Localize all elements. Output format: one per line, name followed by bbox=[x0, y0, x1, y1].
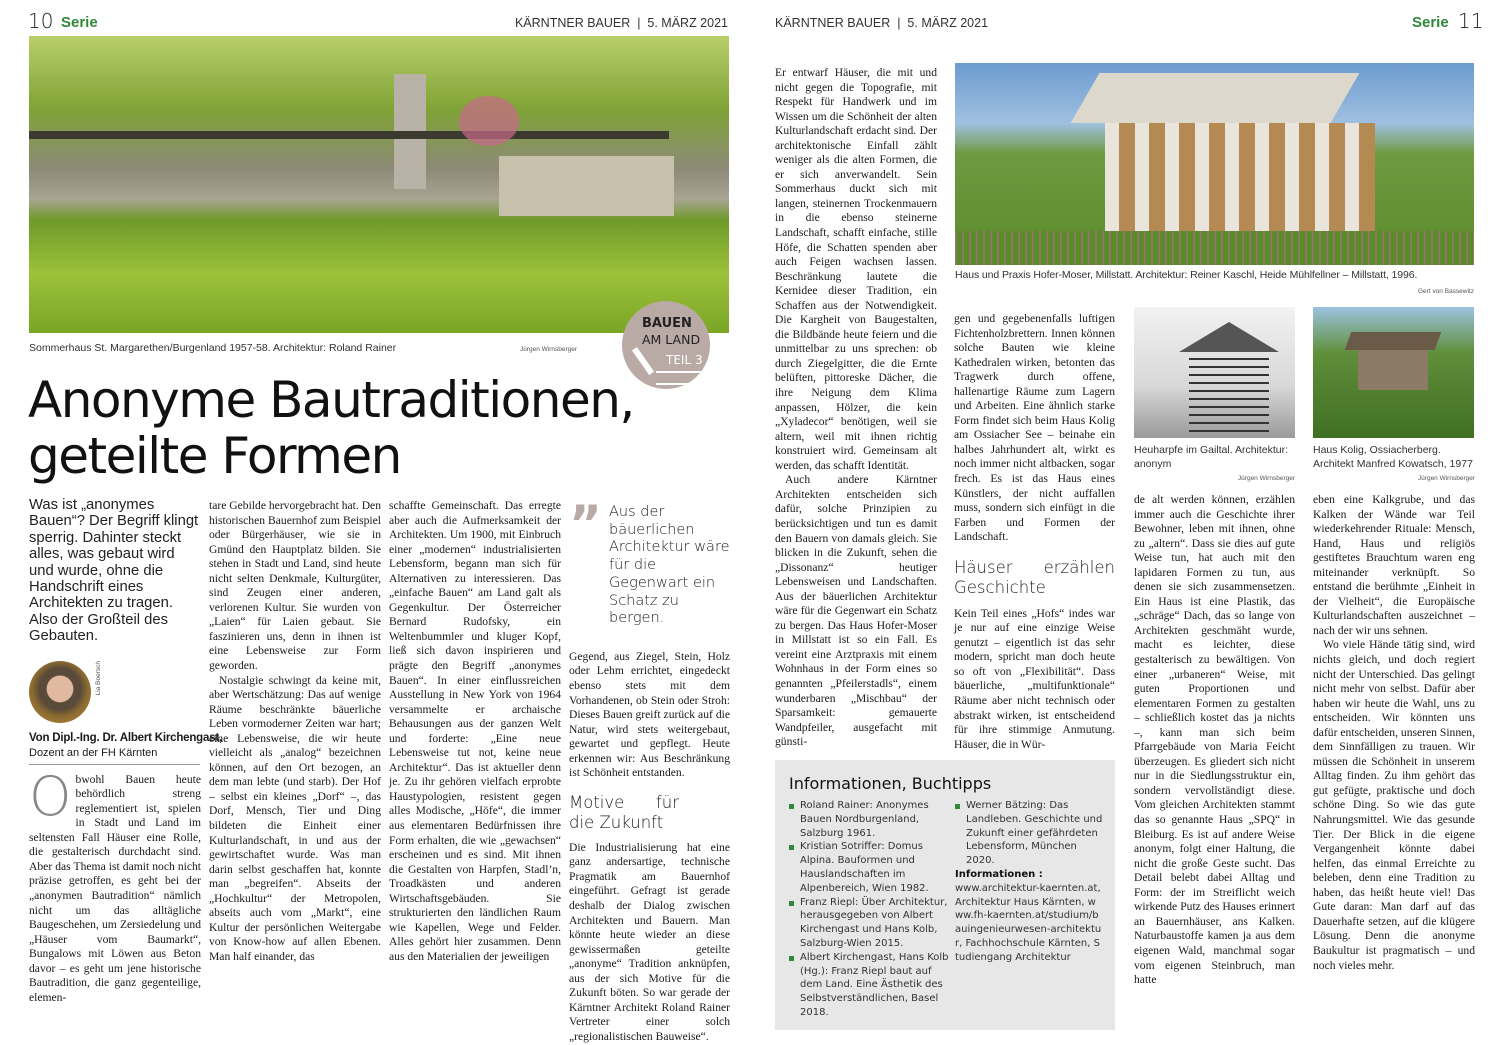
article-column-4 bbox=[569, 650, 730, 1045]
article-column-6 bbox=[954, 312, 1115, 752]
photo-credit-heuharpfe: Jürgen Wirnsberger bbox=[1237, 475, 1295, 482]
headline-line2: geteilte Formen bbox=[28, 427, 401, 485]
paragraph: Kein Teil eines „Hofs“ indes war je nur auf eine einzige Weise genutzt – eigentlich ist das sehr modern, spricht man doch heute so oft von „Flexibilität“. Dass bäuerliche, „multifunktionale“ Räume aber nicht technisch oder abstrakt wirken, ist entscheidend für ihre stimmige Anmutung. Häuser, die in Wür- bbox=[954, 606, 1115, 751]
article-column-5 bbox=[775, 66, 937, 750]
photo-caption-heuharpfe: Heuharpfe im Gailtal. Architektur: anonym bbox=[1134, 444, 1289, 470]
book-item: Franz Riepl: Über Architektur, herausgegeben von Albert Kirchengast und Hans Kolb, Salzburg-Wien 2015. bbox=[789, 896, 949, 951]
roof bbox=[1071, 73, 1360, 123]
photo-caption-hofer-moser: Haus und Praxis Hofer-Moser, Millstatt. Architektur: Reiner Kaschl, Heide Mühlfellner – Millstatt, 1996. bbox=[955, 269, 1418, 281]
paragraph: schaffte Gemeinschaft. Das erregte aber auch die Aufmerksamkeit der Architekten. Um 1900, mit Einbruch einer „modernen“ industrialisierten Lebensform, begann man sich für Alternativen zu interessieren. Das „einfache Bauen“ am Land galt als Gegenkultur. Der Österreicher Bernard Rudofsky, ein Weltenbummler und kluger Kopf, ließ sich davon inspirieren und prägte den Begriff „anonymes Bauen“. In einer einflussreichen Ausstellung in New York von 1964 versammelte er archaische Behausungen aus der ganzen Welt und forderte: „Eine neue Lebensweise tut not, keine neue Architektur“. Das ist aktueller denn je. Zu ihr gehören vielfach erprobte Haustypologien, resistent gegen alles Modische, „Höfe“, die immer aus elementaren Bedürfnissen ihre Form erhalten, die wie „gewachsen“ erscheinen und es sind. Mit ihnen die Gestalten von Harpfen, Stadl’n, Troadkästen und anderen Wirtschaftsgebäuden. Sie strukturierten den ländlichen Raum wie Kapellen, Wege und Felder. Alles gehört hier zusammen. Denn aus den Materialien der jeweiligen bbox=[389, 499, 561, 963]
paragraph: Wo viele Hände tätig sind, wird nichts gleich, und doch regiert nicht der Unterschied. Das gelingt nicht mehr von selbst. Dafür aber haben wir heute die Wahl, uns zu entscheiden. Wir könnten uns dafür entscheiden, unseren Sinnen, dem Sinnfälligen zu trauen. Wir müssen die Schönheit in unserem Alltag finden. Zu ihm gehört das gut gefügte, praktische und doch schöne Ding. So wie das gute Nahrungsmittel. Wie das gesunde Tier. Der Blick in die eigene Vergangenheit könnte dabei helfen, das einmal Erreichte zu beleben, denn eine Tradition zu haben, das heißt heute viel! Das Gute daran: Man darf auf das Dauerhafte setzen, auf die klügere Lösung. Denn die anonyme Baukultur ist pragmatisch – und noch vieles mehr. bbox=[1313, 638, 1475, 972]
photo-caption-sommerhaus: Sommerhaus St. Margarethen/Burgenland 1957-58. Architektur: Roland Rainer bbox=[29, 342, 397, 354]
page-number-right: 11 bbox=[1458, 9, 1484, 33]
headline bbox=[28, 372, 634, 484]
quote-and-column-4 bbox=[569, 504, 730, 1045]
author-row bbox=[29, 661, 201, 723]
info-label: Informationen : bbox=[955, 868, 1043, 880]
paragraph: tare Gebilde hervorgebracht hat. Den historischen Bauernhof zum Beispiel oder Bürgerhäuser, wie sie in Gmünd den Hauptplatz bilden. Sie stehen in Stadt und Land, sind heute nicht selten Denkmale, Kulturgüter, sind Zeugen einer anderen, verlorenen Kultur. Sie wurden von „Laien“ für Laien gebaut. Sie faszinieren uns, denn in ihnen ist eine Lebensweise zur Form geworden. bbox=[209, 499, 382, 673]
shovel-icon bbox=[632, 347, 654, 375]
photo-sommerhaus bbox=[29, 36, 729, 333]
badge-line2: AM LAND bbox=[642, 332, 701, 347]
badge-line3: TEIL 3 bbox=[666, 353, 703, 367]
info-box bbox=[775, 760, 1115, 1030]
paragraph: Auch andere Kärntner Architekten entscheiden sich dafür, solche Prinzipien zu berücksichtigen und tun es damit den Bauern von damals gleich. Sie blicken in die Zukunft, sehen die „Dissonanz“ heutiger Lebensweisen und Landschaften. Aus der bäuerlichen Architektur wäre für die Gegenwart ein Schatz zu bergen. Das Haus Hofer-Moser in Millstatt ist so ein Fall. Es vereint eine Arztpraxis mit einem Wohnhaus in der Form eines so genannten „Pfeilerstadls“, einem wunderbaren „Mischbau“ der Sparsamkeit: gemauerte Wandpfeiler, ausgefacht mit günsti- bbox=[775, 473, 937, 749]
quote-mark-icon: ” bbox=[569, 504, 602, 553]
house bbox=[1358, 350, 1428, 390]
paragraph: Nostalgie schwingt da keine mit, aber Wertschätzung: Das auf wenige Räume beschränkte bäuerliche Leben vormoderner Zeiten war hart; eine Lebensweise, die wir heute vielleicht als „analog“ bezeichnen können, auf den Ort bezogen, an dem man lebte (und starb). Der Hof – selbst ein kleines „Dorf“ –, das Dorf, Mensch, Tier und Ding bildeten die Einheit einer Kulturlandschaft, in und aus der gewirtschaftet wurde. Was man darin selbst geschaffen hat, konnte man „begreifen“. Abseits der „Hochkultur“ der Metropolen, abseits auch vom „Markt“, eine Kultur der persönlichen Weitergabe von Know-how auf allen Ebenen. Man half einander, das bbox=[209, 673, 381, 963]
photo-credit-haus-kolig: Jürgen Wirnsberger bbox=[1417, 475, 1475, 482]
article-column-1 bbox=[29, 764, 201, 1006]
paragraph: eben eine Kalkgrube, und das Kalken der Wände war Teil wiederkehrender Rituale: Mensch, Hand, Haus und religiös gestiftetes Brauchtum waren eng miteinander verknüpft. So entstand die berühmte „Einheit in der Vielheit“, die Europäische Kulturlandschaften auszeichnet – nach der wir uns sehnen. bbox=[1313, 493, 1475, 637]
fence bbox=[955, 231, 1474, 265]
house-facade bbox=[1105, 123, 1375, 233]
pull-quote-block bbox=[569, 504, 730, 628]
intro-column bbox=[29, 497, 223, 1005]
masthead-right: KÄRNTNER BAUER | 5. MÄRZ 2021 bbox=[775, 16, 989, 30]
author-avatar bbox=[29, 661, 91, 723]
photo-hofer-moser bbox=[955, 63, 1474, 265]
stone-wall bbox=[499, 156, 674, 216]
section-label-left: Serie bbox=[61, 14, 98, 31]
paragraph: gen und gegebenenfalls luftigen Fichtenholzbrettern. Innen können solche Bauten wie kleine Kathedralen wirken, betonten das Tragwerk durch offene, hallenartige Räume zum Lagern und Arbeiten. Eine ähnlich starke Form findet sich beim Haus Kolig am Ossiacher See – beinahe ein halbes Jahrhundert alt, wirkt es noch immer nicht altbacken, sogar frech. Es ist das Haus eines Künstlers, der nicht auffallen muss, sondern sich einfügt in die Farben und Formen der Landschaft. bbox=[954, 312, 1115, 544]
paragraph: Die Industrialisierung hat eine ganz andersartige, technische Pragmatik am Bauernhof eingeführt. Gefragt ist gerade deshalb der Dialog zwischen Architekten und Bauern. Man könnte heute wieder an diese gewissermaßen geteilte „anonyme“ Tradition anknüpfen, aus der sich Motive für die Zukunft böten. So war gerade der Kärntner Architekt Roland Rainer Vertreter einer solch „regionalistischen Bauweise“. bbox=[569, 840, 730, 1043]
photo-credit-hofer-moser: Gert von Bassewitz bbox=[1418, 288, 1474, 295]
masthead-left: KÄRNTNER BAUER | 5. MÄRZ 2021 bbox=[514, 16, 728, 30]
book-item: Kristian Sotriffer: Domus Alpina. Bauformen und Hauslandschaften im Alpenbereich, Wien 1982. bbox=[789, 840, 949, 895]
lead-text: Was ist „anonymes Bauen“? Der Begriff klingt sperrig. Dahinter steckt alles, was gebaut wird und wurde, ohne die Handschrift eines Architekten zu tragen. Also der Großteil des Gebauten. bbox=[29, 497, 199, 645]
section-label-right: Serie bbox=[1412, 14, 1449, 31]
info-column-2 bbox=[955, 799, 1103, 1020]
photo-haus-kolig bbox=[1313, 307, 1474, 438]
photo-column-3 bbox=[1134, 307, 1295, 988]
info-box-title: Informationen, Buchtipps bbox=[789, 774, 992, 793]
subheading: Motive für die Zukunft bbox=[569, 792, 679, 832]
photo-column-4 bbox=[1313, 307, 1475, 973]
article-column-7 bbox=[1134, 493, 1295, 988]
info-links[interactable]: www.architektur-kaernten.at, Architektur Haus Kärnten, www.fh-kaernten.at/studium/bauingenieurwesen-architektur, Fachhochschule Kärnten, Studiengang Architektur bbox=[955, 882, 1102, 963]
pergola-beam bbox=[29, 131, 669, 139]
photo-caption-haus-kolig: Haus Kolig, Ossiacherberg. Architekt Manfred Kowatsch, 1977 bbox=[1313, 444, 1473, 470]
pull-quote: Aus der bäuerlichen Architektur wäre für die Gegenwart ein Schatz zu bergen. bbox=[609, 504, 730, 627]
photo-credit-sommerhaus: Jürgen Wirnsberger bbox=[520, 346, 578, 353]
article-column-2 bbox=[209, 499, 381, 965]
page-number-left: 10 bbox=[28, 9, 54, 33]
subheading: Häuser erzählen Geschichte bbox=[954, 557, 1115, 597]
book-item: Werner Bätzing: Das Landleben. Geschichte und Zukunft einer gefährdeten Lebensform, München 2020. bbox=[955, 799, 1103, 868]
byline-name: Von Dipl.-Ing. Dr. Albert Kirchengast, bbox=[29, 731, 223, 744]
badge-line1: BAUEN bbox=[642, 316, 692, 331]
photo-heuharpfe bbox=[1134, 307, 1295, 438]
drop-cap: O bbox=[29, 764, 72, 828]
headline-line1: Anonyme Bautraditionen, bbox=[28, 371, 634, 429]
paragraph: de alt werden können, erzählen immer auch die Geschichte ihrer Bewohner, leben mit ihnen, ohne zu „altern“. Dass sie dies auf gute Weise tun, hat auch mit den lapidaren Formen zu tun, aus denen sie sich zusammensetzen. Ein Haus ist eine Plastik, das „schräge“ Dach, das so lange von Architekten geschmäht wurde, macht es leichter, diese gestalterisch zu bewältigen. Von einer „urbaneren“ Weise, mit guten Proportionen und elementaren Formen zu gestalten – schließlich kostet das ja nichts –, kann man sich beim Pfarrgebäude von Maria Feicht überzeugen. Es gliedert sich nicht nur in die Siedlungsstruktur ein, sondern vervollständigt diese. Vom gleichen Architekten stammt das so genannte Haus „SPQ“ in Bleiburg. Es ist auf andere Weise anonym, folgt einer Haltung, die nicht die große Geste sucht. Das Detail belebt dabei Alltag und Form: der im Streiflicht weich wirkende Putz des Hauses erinnert an Bauernhäuser, ans Kalken. Naturbaustoffe kamen ja aus dem eigenen Wald, manchmal sogar vom eigenen Steinbruch, man hatte bbox=[1134, 493, 1295, 987]
roof bbox=[1179, 322, 1279, 352]
paragraph: Er entwarf Häuser, die mit und nicht gegen die Topografie, mit Respekt für Handwerk und im Wissen um die Schönheit der alten Kulturlandschaft erdacht sind. Der architektonische Einfall zählt weniger als die alten Formen, die er sich anverwandelt. Sein Sommerhaus duckt sich mit langen, steinernen Trockenmauern in die ebenso steinerne Landschaft, schafft einfache, stille Höfe, die Schatten spenden aber auch Feigen wachsen lassen. Beschränkung lautete die Kernidee dieser Tradition, ein Schaffen aus der Notwendigkeit. Die Kargheit von Baugestalten, die Bildbände heute feiern und die unmittelbar zu uns sprechen: ob durch Ziegelgitter, die die Ernte belüften, pittoreske Dächer, die ihre Neigung dem Klima anpassen, Hölzer, die kein „Xyladecor“ benötigen, weil sie altern, weil mit ihnen richtig konstruiert wird. Gemeinsam alt werden, das schafft Identität. bbox=[775, 66, 937, 472]
info-box-columns bbox=[789, 799, 1103, 1020]
book-list bbox=[789, 799, 949, 1020]
hay-rack bbox=[1189, 352, 1269, 432]
book-item: Albert Kirchengast, Hans Kolb (Hg.): Franz Riepl baut auf dem Land. Eine Ästhetik des Selbstverständlichen, Basel 2018. bbox=[789, 951, 949, 1020]
article-column-8 bbox=[1313, 493, 1475, 973]
article-column-3 bbox=[389, 499, 561, 965]
roof bbox=[1345, 332, 1442, 350]
series-badge bbox=[622, 301, 710, 389]
brick-wall-icon bbox=[656, 371, 706, 385]
author-photo-credit: Lia Boersch bbox=[95, 660, 102, 695]
paragraph: bwohl Bauen heute behördlich streng reglementiert ist, spielen in Stadt und Land im seltensten Fall Häuser eine Rolle, die gestalterisch durchdacht sind. Aber das Thema ist damit noch nicht präzise getroffen, es geht bei der „anonymen Bautradition“ nämlich nicht um das alltägliche Baugeschehen, um Zersiedelung und „Häuser vom Baumarkt“, Bungalows mit Löwen aus Beton davor – es geht um jene historische Bautradition, die ganz gegenteilige, elemen- bbox=[29, 772, 201, 1004]
book-item: Roland Rainer: Anonymes Bauen Nordburgenland, Salzburg 1961. bbox=[789, 799, 949, 840]
blossom-tree bbox=[459, 96, 519, 146]
paragraph: Gegend, aus Ziegel, Stein, Holz oder Lehm errichtet, eingedeckt ebenso stets mit dem Vorhandenen, ob Stein oder Stroh: Dieses Bauen greift zurück auf die Natur, wird stets weitergebaut, gewartet und gepflegt. Heute erkennen wir: Aus Beschränkung ist Schönheit entstanden. bbox=[569, 649, 730, 780]
byline-role: Dozent an der FH Kärnten bbox=[29, 746, 158, 759]
